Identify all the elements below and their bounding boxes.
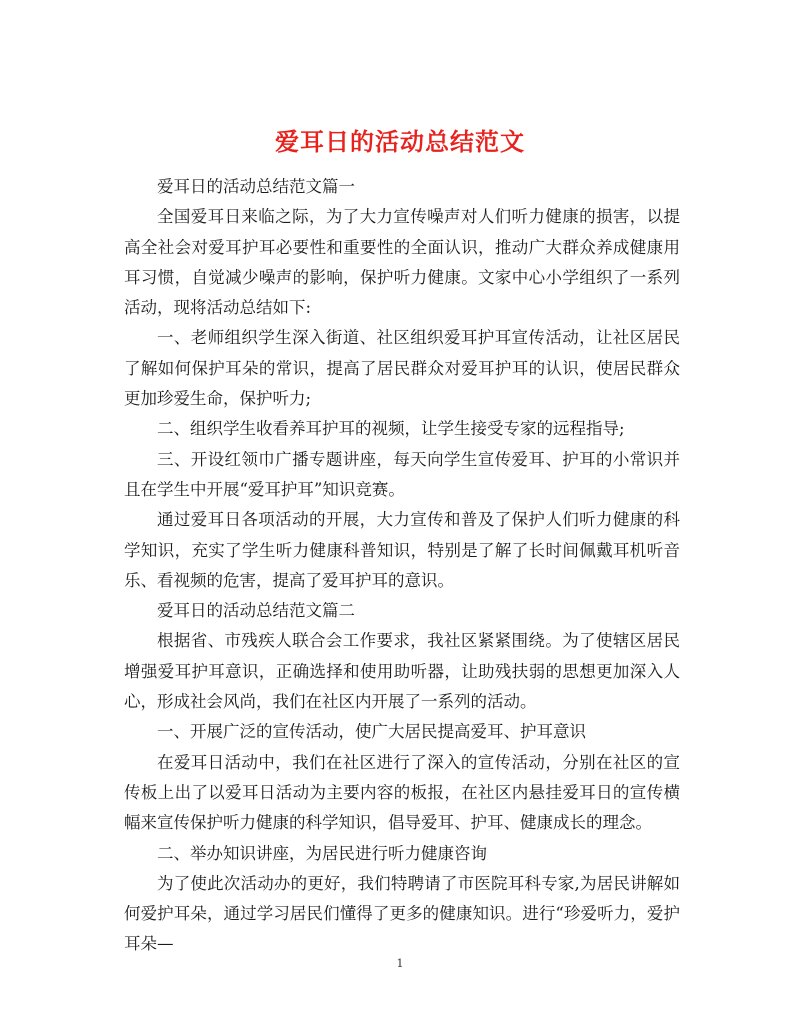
paragraph: 为了使此次活动办的更好，我们特聘请了市医院耳科专家,为居民讲解如何爱护耳朵，通过学习居民们懂得了更多的健康知识。进行“珍爱听力，爱护耳朵— [124,873,680,954]
paragraph: 三、开设红领巾广播专题讲座，每天向学生宣传爱耳、护耳的小常识并且在学生中开展“爱耳护耳”知识竞赛。 [124,449,680,499]
section-heading-1: 爱耳日的活动总结范文篇一 [157,177,355,196]
paragraph: 二、举办知识讲座，为居民进行听力健康咨询 [157,843,487,863]
paragraph: 二、组织学生收看养耳护耳的视频，让学生接受专家的远程指导; [157,419,625,439]
paragraph: 根据省、市残疾人联合会工作要求，我社区紧紧围绕。为了使辖区居民增强爱耳护耳意识，正确选择和使用助听器，让助残扶弱的思想更加深入人心，形成社会风尚，我们在社区内开展了一系列的活动。 [124,631,680,712]
paragraph: 一、开展广泛的宣传活动，使广大居民提高爱耳、护耳意识 [157,722,586,742]
section-heading-2: 爱耳日的活动总结范文篇二 [157,601,355,621]
paragraph: 一、老师组织学生深入街道、社区组织爱耳护耳宣传活动，让社区居民了解如何保护耳朵的常识，提高了居民群众对爱耳护耳的认识，使居民群众更加珍爱生命，保护听力; [124,328,680,409]
paragraph: 通过爱耳日各项活动的开展，大力宣传和普及了保护人们听力健康的科学知识，充实了学生听力健康科普知识，特别是了解了长时间佩戴耳机听音乐、看视频的危害，提高了爱耳护耳的意识。 [124,510,680,590]
document-body [124,172,680,960]
page-number: 1 [396,957,404,970]
paragraph: 全国爱耳日来临之际，为了大力宣传噪声对人们听力健康的损害，以提高全社会对爱耳护耳必要性和重要性的全面认识，推动广大群众养成健康用耳习惯，自觉减少噪声的影响，保护听力健康。文家中心小学组织了一系列活动，现将活动总结如下: [124,207,680,318]
document-title: 爱耳日的活动总结范文 [275,127,525,157]
paragraph: 在爱耳日活动中，我们在社区进行了深入的宣传活动，分别在社区的宣传板上出了以爱耳日活动为主要内容的板报，在社区内悬挂爱耳日的宣传横幅来宣传保护听力健康的科学知识，倡导爱耳、护耳、健康成长的理念。 [124,752,680,833]
